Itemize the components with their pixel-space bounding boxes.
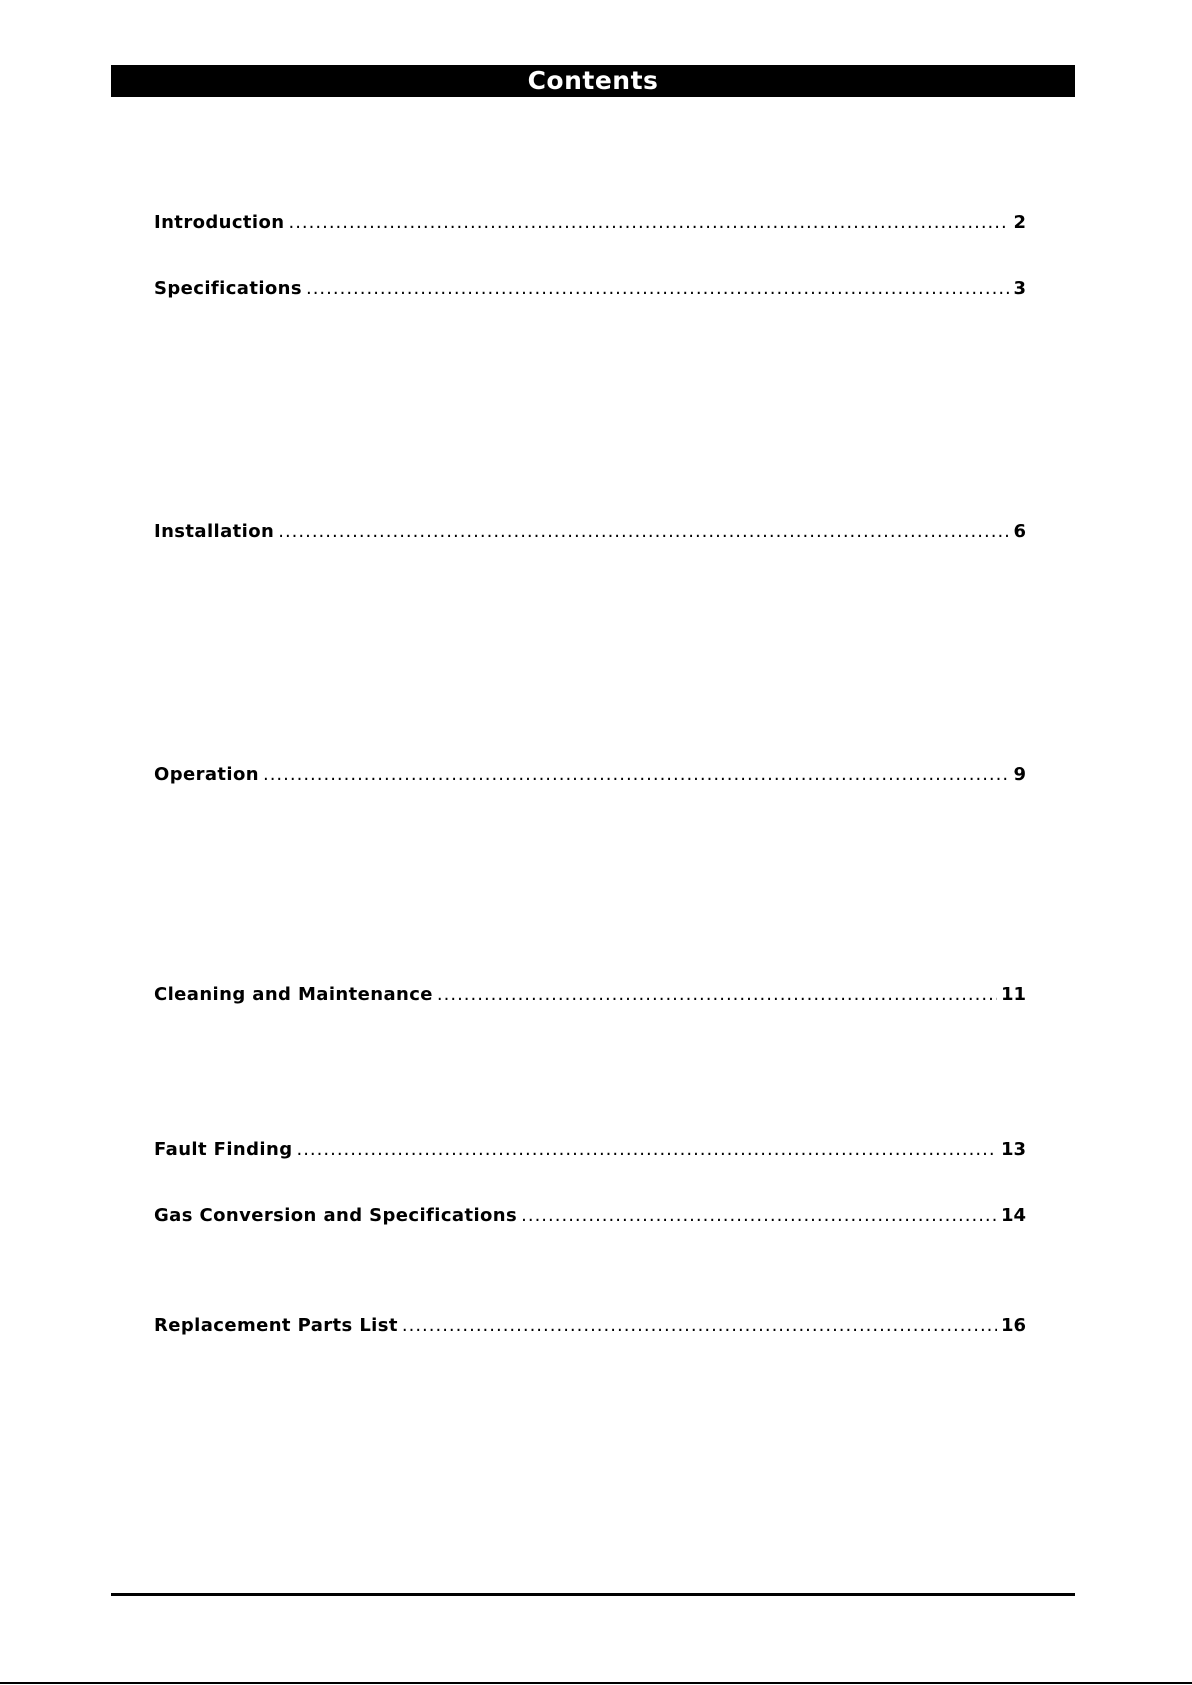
toc-entry-cleaning-and-maintenance[interactable]: [154, 982, 1026, 1008]
toc-label: Installation: [154, 521, 275, 542]
toc-label: Introduction: [154, 212, 285, 233]
toc-label: Operation: [154, 764, 259, 785]
toc-leader-dots: [296, 1137, 996, 1163]
toc-entry-introduction[interactable]: [154, 210, 1026, 236]
toc-label: Replacement Parts List: [154, 1315, 398, 1336]
toc-entry-replacement-parts-list[interactable]: [154, 1313, 1026, 1339]
toc-entry-fault-finding[interactable]: [154, 1137, 1026, 1163]
toc-page-number: 6: [1013, 521, 1026, 542]
toc-page-number: 3: [1013, 278, 1026, 299]
toc-page-number: 2: [1013, 212, 1026, 233]
toc-leader-dots: [263, 762, 1009, 788]
toc-leader-dots: [402, 1313, 997, 1339]
toc-entry-installation[interactable]: [154, 519, 1026, 545]
contents-title: Contents: [111, 65, 1075, 97]
toc-page-number: 13: [1000, 1139, 1026, 1160]
toc-label: Fault Finding: [154, 1139, 293, 1160]
page-bottom-edge: [0, 1682, 1192, 1684]
toc-entry-operation[interactable]: [154, 762, 1026, 788]
toc-label: Gas Conversion and Specifications: [154, 1205, 518, 1226]
toc-leader-dots: [288, 210, 1009, 236]
toc-label: Cleaning and Maintenance: [154, 984, 433, 1005]
toc-page-number: 9: [1013, 764, 1026, 785]
toc-leader-dots: [437, 982, 997, 1008]
toc-leader-dots: [278, 519, 1009, 545]
toc-label: Specifications: [154, 278, 302, 299]
toc-page-number: 11: [1000, 984, 1026, 1005]
toc-entry-specifications[interactable]: [154, 276, 1026, 302]
toc-leader-dots: [521, 1203, 997, 1229]
toc-page-number: 14: [1000, 1205, 1026, 1226]
toc-page-number: 16: [1000, 1315, 1026, 1336]
toc-entry-gas-conversion-and-specifications[interactable]: [154, 1203, 1026, 1229]
toc-leader-dots: [306, 276, 1009, 302]
footer-divider: [111, 1593, 1075, 1596]
